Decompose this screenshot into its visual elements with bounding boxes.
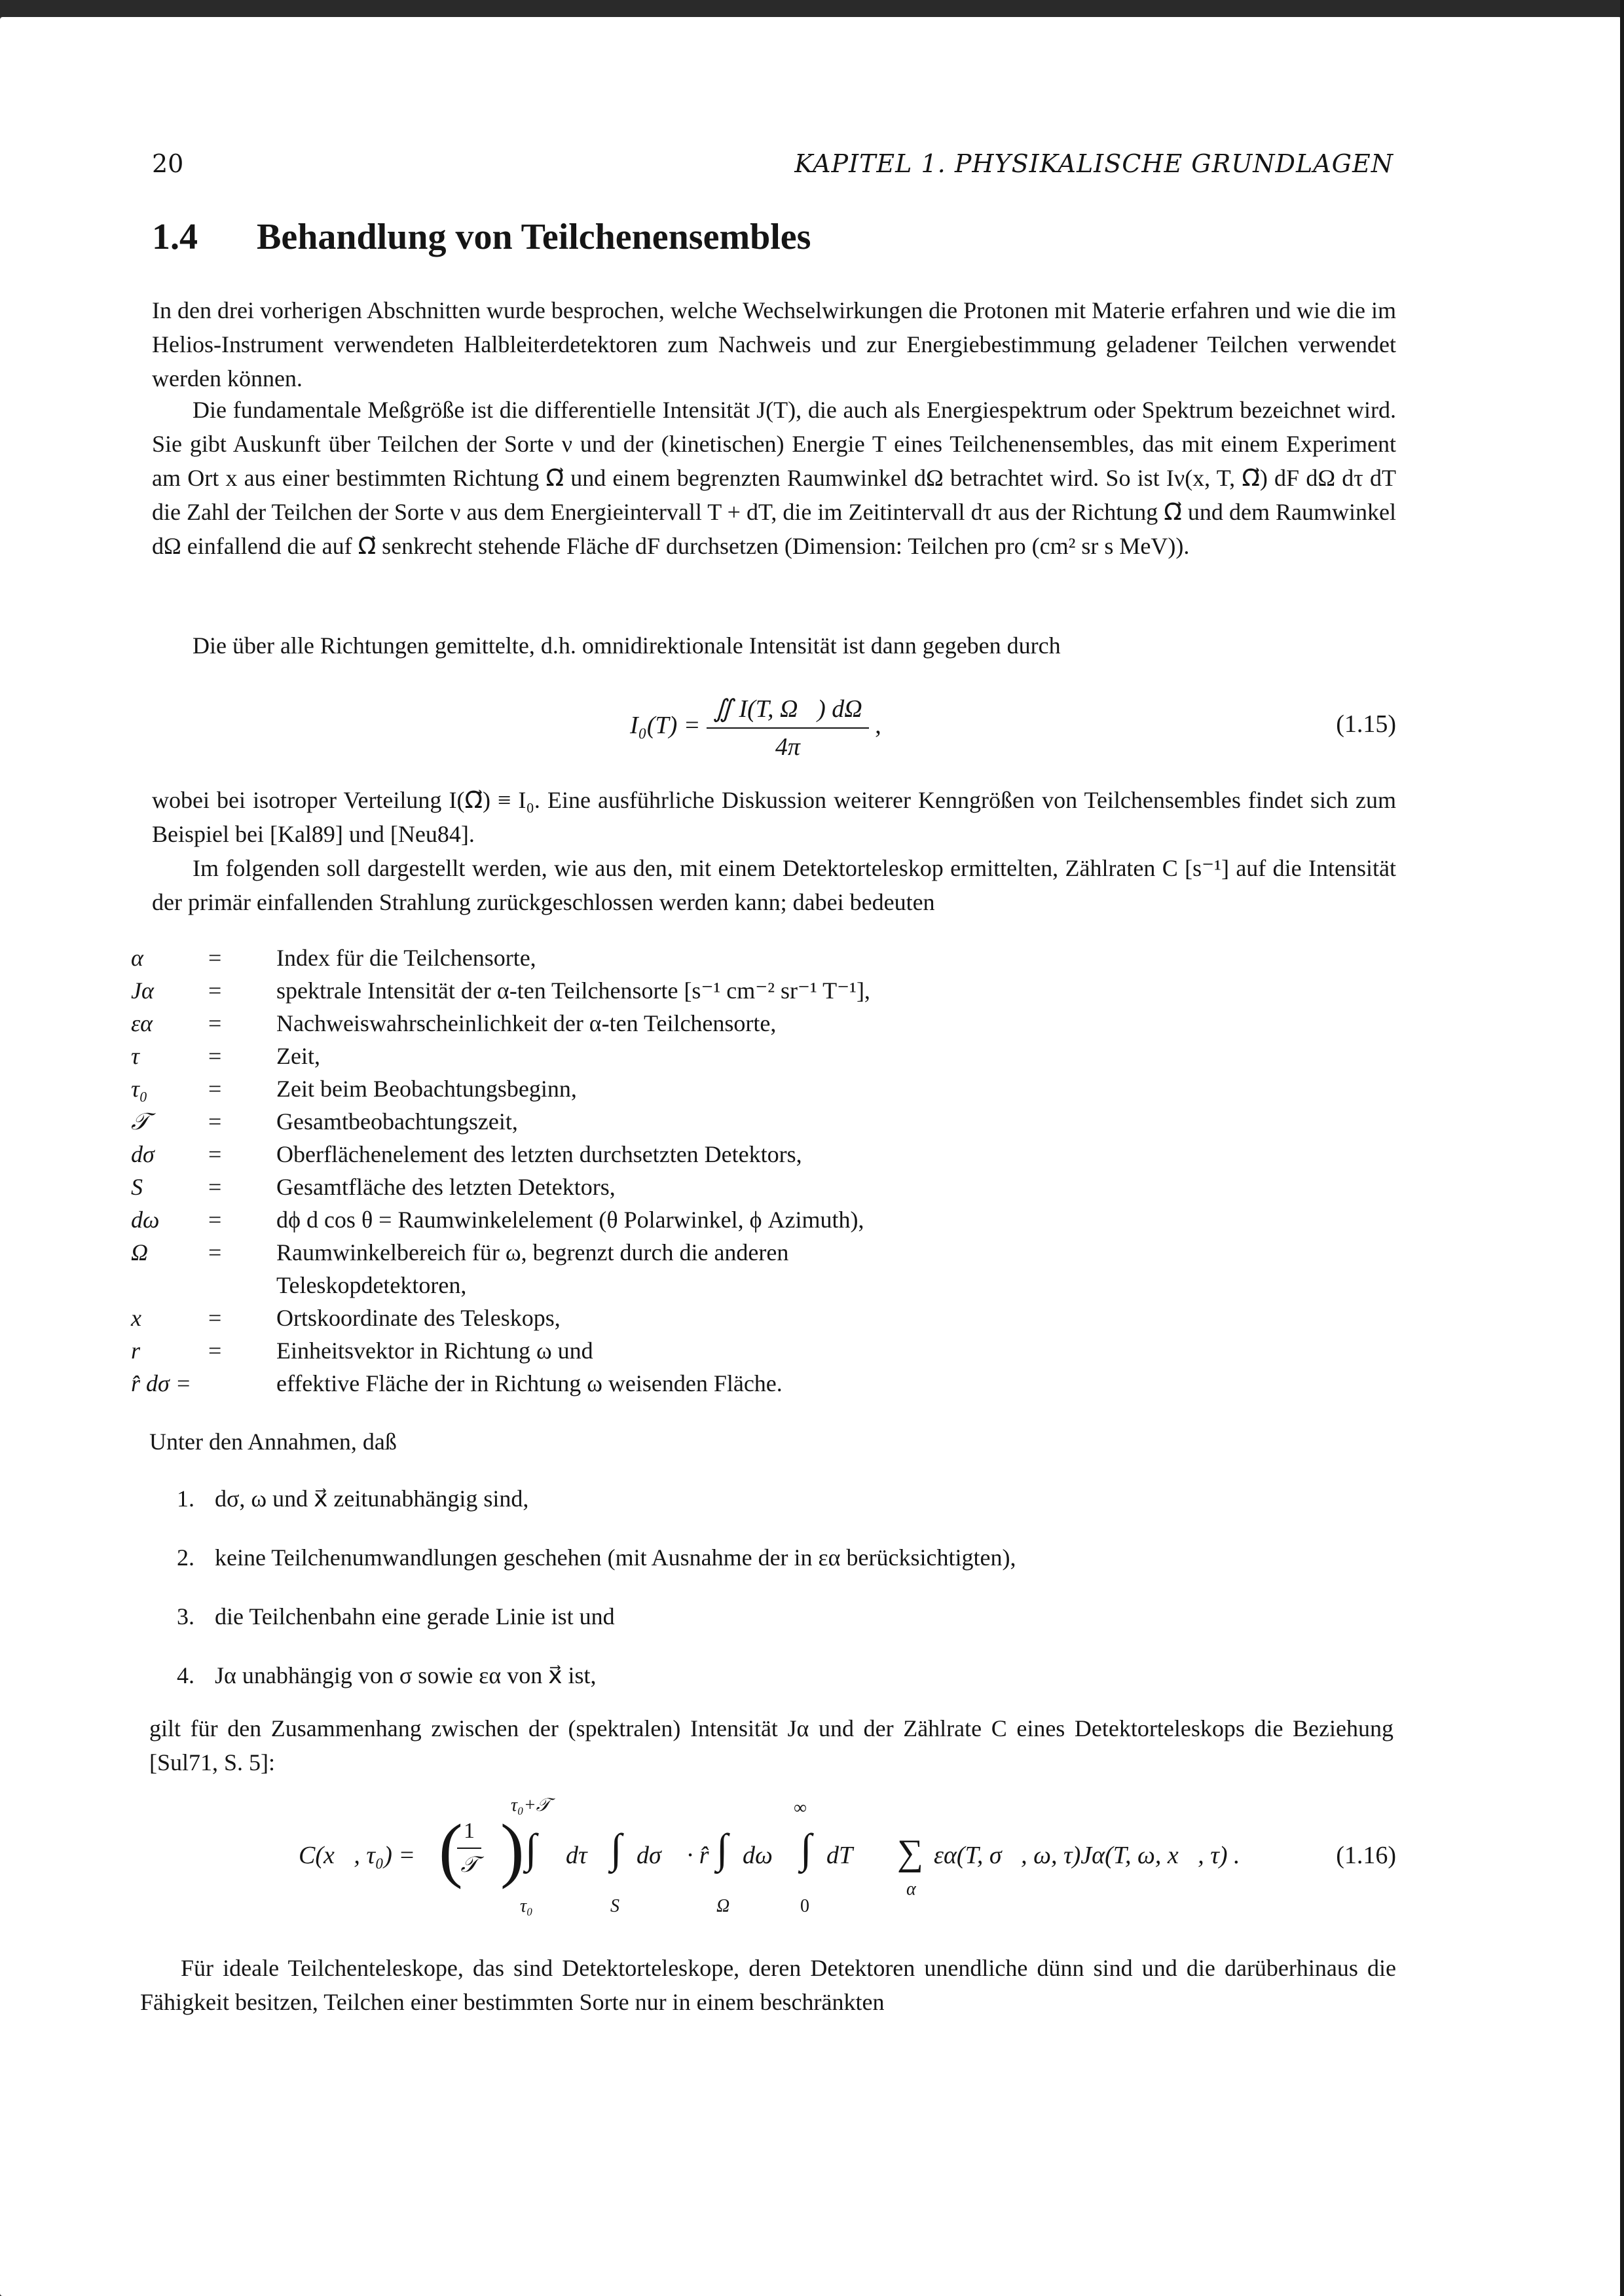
paragraph-5: Im folgenden soll dargestellt werden, wie aus den, mit einem Detektorteleskop ermittelten, Zählraten C [s⁻¹] auf die Intensität der primär einfallenden Strahlung zurückgeschlossen werden kann; dabei bedeuten	[152, 855, 1396, 915]
symbol-row	[131, 1010, 1375, 1042]
symbol: τ₀	[131, 1076, 148, 1102]
eq115-denominator: 4π	[775, 733, 800, 761]
symbol-description: spektrale Intensität der α-ten Teilchensorte [s⁻¹ cm⁻² sr⁻¹ T⁻¹],	[276, 977, 870, 1004]
symbol-row	[131, 1173, 1375, 1206]
scan-edge	[1620, 0, 1624, 2296]
eq116-dtau: dτ	[566, 1842, 587, 1869]
eq115-numerator: ∬ I(T, Ω⃗) dΩ	[707, 694, 869, 729]
symbol-description: Gesamtfläche des letzten Detektors,	[276, 1174, 616, 1200]
symbol-equals: =	[208, 945, 222, 971]
eq116-summand: εα(T, σ⃗, ω, τ)Jα(T, ω, x⃗, τ) .	[934, 1842, 1240, 1869]
assumption-number: 3.	[177, 1603, 194, 1630]
eq116-dT: dT	[826, 1842, 853, 1869]
symbol-equals: =	[208, 1305, 222, 1331]
symbol: τ	[131, 1043, 139, 1069]
eq116-paren-close: )	[500, 1810, 525, 1889]
symbol: dω	[131, 1207, 160, 1233]
eq116-sum: ∑	[897, 1832, 923, 1873]
symbol-description: dϕ d cos θ = Raumwinkelelement (θ Polarwinkel, ϕ Azimuth),	[276, 1207, 864, 1233]
eq116-paren-open: (	[439, 1810, 463, 1889]
equation-1-15	[152, 694, 1396, 766]
paragraph-6: Unter den Annahmen, daß	[149, 1429, 397, 1455]
assumption-text: die Teilchenbahn eine gerade Linie ist und	[215, 1603, 615, 1630]
eq116-int4-lower: 0	[800, 1896, 809, 1916]
assumption-text: Jα unabhängig von σ sowie εα von x⃗ ist,	[215, 1662, 597, 1688]
eq116-dsigma: dσ⃗ · r̂	[637, 1842, 709, 1869]
symbol-equals: =	[208, 1141, 222, 1167]
symbol-row	[131, 977, 1375, 1010]
symbol-list	[131, 944, 1375, 1402]
section-title: Behandlung von Teilchenensembles	[257, 217, 811, 257]
running-title: KAPITEL 1. PHYSIKALISCHE GRUNDLAGEN	[794, 149, 1393, 178]
symbol-row	[131, 1239, 1375, 1271]
eq116-sum-lower: α	[906, 1879, 916, 1899]
paragraph-1: In den drei vorherigen Abschnitten wurde besprochen, welche Wechselwirkungen die Protonen mit Materie erfahren und wie die im Helios-Instrument verwendeten Halbleiterdetektoren zum Nachweis und zur Energiebestimmung geladener Teilchen verwendet werden können.	[152, 297, 1396, 392]
page-number: 20	[152, 149, 184, 178]
symbol: r̂ dσ =	[131, 1370, 192, 1396]
assumption-text: keine Teilchenumwandlungen geschehen (mit Ausnahme der in εα berücksichtigten),	[215, 1544, 1016, 1571]
symbol-description: Zeit beim Beobachtungsbeginn,	[276, 1076, 577, 1102]
symbol-row	[131, 1337, 1375, 1370]
eq115-tag: (1.15)	[1336, 710, 1396, 738]
paragraph-3: Die über alle Richtungen gemittelte, d.h. omnidirektionale Intensität ist dann gegeben durch	[193, 632, 1061, 659]
symbol-equals: =	[208, 1338, 222, 1364]
eq116-int2-lower: S	[610, 1896, 619, 1916]
eq115-comma: ,	[875, 712, 881, 740]
equation-1-16	[152, 1795, 1396, 1931]
symbol-description: Ortskoordinate des Teleskops,	[276, 1305, 561, 1331]
eq116-integral-2: ∫	[610, 1825, 622, 1872]
symbol: r⃗	[131, 1338, 159, 1364]
symbol-equals: =	[208, 1174, 222, 1200]
assumption-3	[177, 1603, 615, 1630]
assumption-4	[177, 1662, 597, 1689]
symbol: x⃗	[131, 1305, 160, 1331]
assumption-text: dσ, ω und x⃗ zeitunabhängig sind,	[215, 1485, 529, 1512]
eq116-int3-lower: Ω	[716, 1896, 730, 1916]
symbol: dσ⃗	[131, 1141, 173, 1167]
assumption-1	[177, 1485, 528, 1512]
eq116-int4-upper: ∞	[794, 1798, 807, 1818]
symbol-equals: =	[208, 1043, 222, 1069]
eq116-integral-4: ∫	[800, 1825, 812, 1872]
symbol: α	[131, 945, 143, 971]
symbol-equals: =	[208, 1239, 222, 1266]
symbol-equals: =	[208, 1108, 222, 1135]
symbol-row	[131, 944, 1375, 977]
eq116-lhs: C(x⃗, τ₀) =	[299, 1842, 416, 1869]
paragraph-2: Die fundamentale Meßgröße ist die differentielle Intensität J(T), die auch als Energiespektrum oder Spektrum bezeichnet wird. Sie gibt Auskunft über Teilchen der Sorte ν und der (kinetischen) Energie T eines Teilchenensembles, das mit einem Experiment am Ort x aus einer bestimmten Richtung Ω⃗ und einem begrenzten Raumwinkel dΩ betrachtet wird. So ist Iν(x, T, Ω⃗) dF dΩ dτ dT die Zahl der Teilchen der Sorte ν aus dem Energieintervall T + dT, die im Zeitintervall dτ aus der Richtung Ω⃗ und dem Raumwinkel dΩ einfallend die auf Ω⃗ senkrecht stehende Fläche dF durchsetzen (Dimension: Teilchen pro (cm² sr s MeV)).	[152, 397, 1396, 559]
section-heading	[152, 216, 811, 258]
symbol-row	[131, 1304, 1375, 1337]
symbol: Jα	[131, 977, 154, 1004]
assumption-number: 2.	[177, 1544, 194, 1571]
paragraph-7: gilt für den Zusammenhang zwischen der (spektralen) Intensität Jα und der Zählrate C eines Detektorteleskops die Beziehung [Sul71, S. 5]:	[149, 1715, 1393, 1776]
paragraph-8: Für ideale Teilchenteleskope, das sind Detektorteleskope, deren Detektoren unendliche dünn sind und die darüberhinaus die Fähigkeit besitzen, Teilchen einer bestimmten Sorte nur in einem beschränkten	[140, 1955, 1396, 2015]
eq115-lhs: I₀(T) =	[630, 712, 701, 740]
eq116-paren-fraction	[457, 1819, 481, 1878]
symbol-row	[131, 1370, 1375, 1402]
symbol: εα	[131, 1010, 153, 1036]
assumption-number: 4.	[177, 1662, 194, 1688]
symbol-row	[131, 1042, 1375, 1075]
symbol-row	[131, 1206, 1375, 1239]
symbol-description: Nachweiswahrscheinlichkeit der α-ten Teilchensorte,	[276, 1010, 777, 1036]
eq116-paren-den: 𝒯	[460, 1853, 478, 1877]
symbol: 𝒯	[131, 1108, 149, 1135]
symbol-description: Gesamtbeobachtungszeit,	[276, 1108, 518, 1135]
symbol-equals: =	[208, 1207, 222, 1233]
symbol-description: Teleskopdetektoren,	[276, 1272, 467, 1298]
symbol-description: Index für die Teilchensorte,	[276, 945, 536, 971]
eq116-domega: dω	[743, 1842, 773, 1869]
symbol-row	[131, 1075, 1375, 1108]
symbol-description: Zeit,	[276, 1043, 320, 1069]
eq116-integral-1: ∫	[525, 1825, 537, 1872]
symbol: S	[131, 1174, 143, 1200]
symbol: Ω	[131, 1239, 149, 1266]
assumption-2	[177, 1544, 1016, 1571]
symbol-equals: =	[208, 977, 222, 1004]
eq116-int1-lower: τ₀	[520, 1896, 533, 1916]
symbol-equals: =	[208, 1010, 222, 1036]
paragraph-4: wobei bei isotroper Verteilung I(Ω⃗) ≡ I₀. Eine ausführliche Diskussion weiterer Kenngrößen von Teilchensembles findet sich zum Beispiel bei [Kal89] und [Neu84].	[152, 787, 1396, 847]
assumption-number: 1.	[177, 1485, 194, 1512]
eq116-paren-num: 1	[457, 1819, 481, 1849]
eq116-integral-3: ∫	[716, 1825, 728, 1872]
symbol-description: Raumwinkelbereich für ω, begrenzt durch die anderen	[276, 1239, 789, 1266]
section-number: 1.4	[152, 217, 198, 257]
symbol-row	[131, 1271, 1375, 1304]
symbol-row	[131, 1108, 1375, 1140]
eq115-fraction	[707, 694, 869, 761]
symbol-description: Einheitsvektor in Richtung ω und	[276, 1338, 593, 1364]
symbol-description: Oberflächenelement des letzten durchsetzten Detektors,	[276, 1141, 802, 1167]
symbol-description: effektive Fläche der in Richtung ω weisenden Fläche.	[276, 1370, 783, 1396]
eq116-tag: (1.16)	[1336, 1842, 1396, 1869]
symbol-row	[131, 1140, 1375, 1173]
equation-1-15-body	[630, 694, 881, 761]
symbol-equals: =	[208, 1076, 222, 1102]
eq116-int1-upper: τ₀+𝒯	[511, 1795, 551, 1815]
